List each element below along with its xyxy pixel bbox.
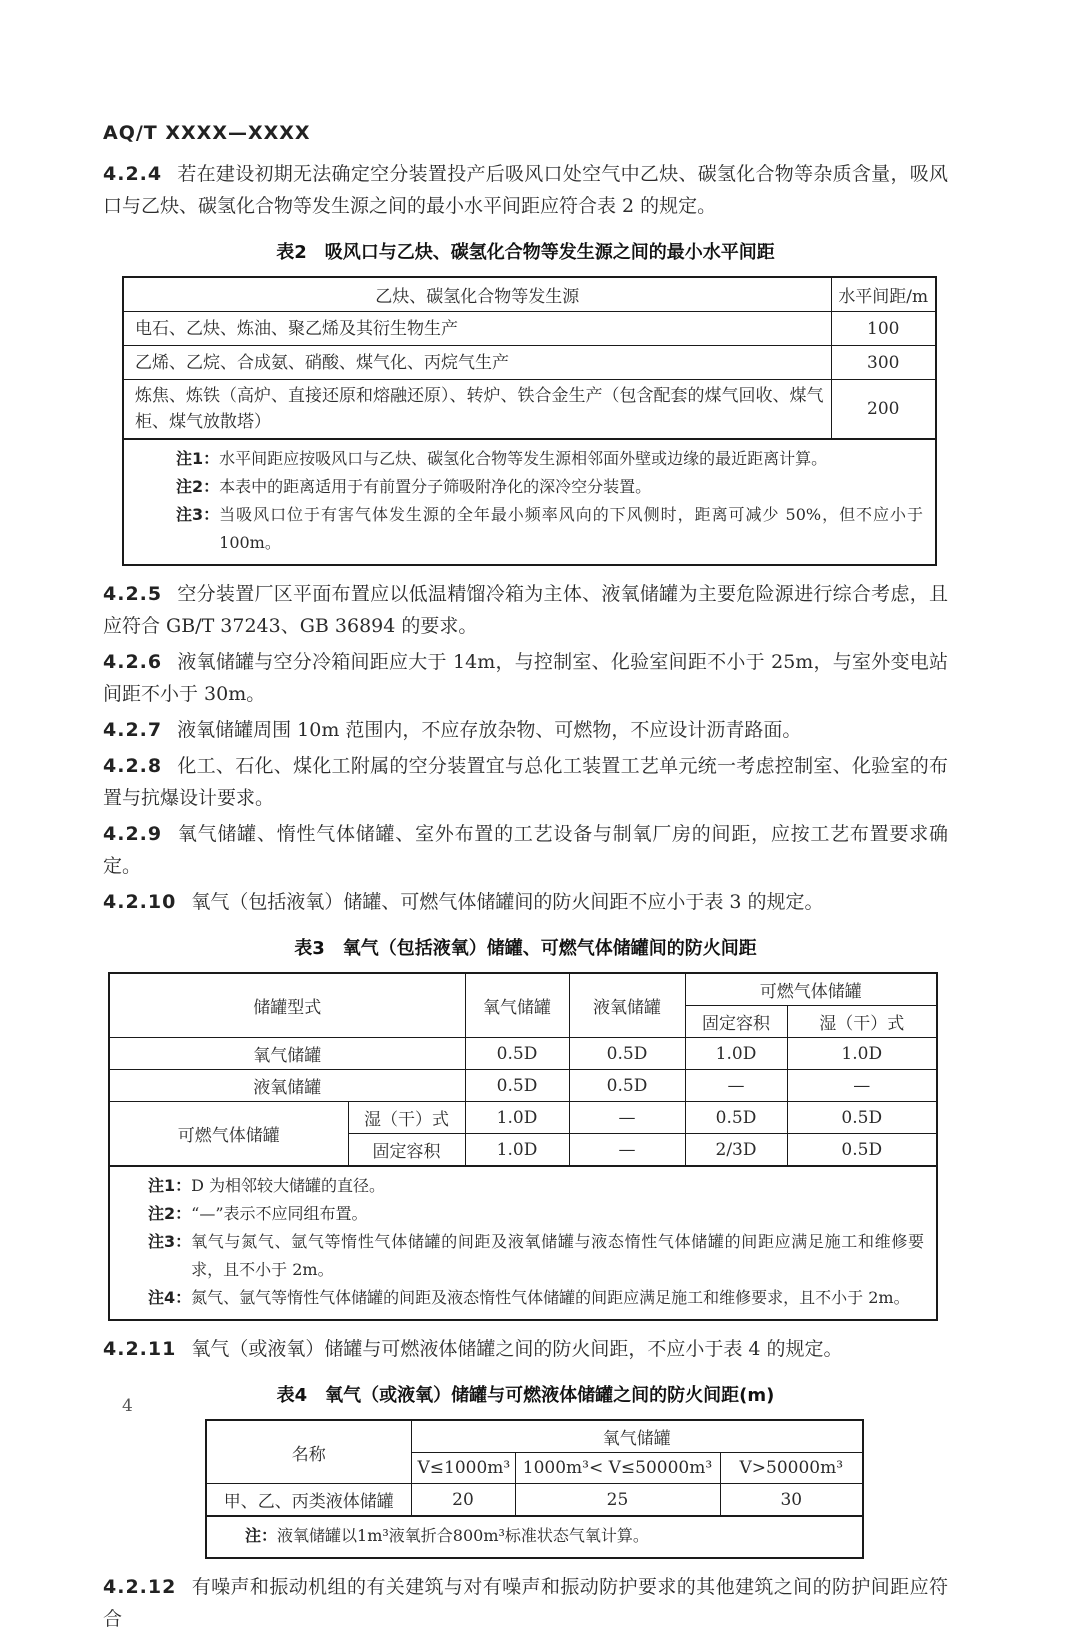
cell-value: — [569,1134,685,1167]
table4-header-name: 名称 [206,1420,411,1484]
note-label: 注2： [148,1204,192,1223]
table2-header-source: 乙炔、碳氢化合物等发生源 [123,277,831,312]
table-row [206,1484,863,1517]
table-note [122,1172,924,1200]
table3-header-tank-type: 储罐型式 [109,973,465,1038]
note-text: 氧气与氮气、氩气等惰性气体储罐的间距及液氧储罐与液态惰性气体储罐的间距应满足施工和维修要求，且不小于 2m。 [191,1232,924,1279]
cell-value: 25 [515,1484,720,1517]
clause-4-2-5 [103,578,948,642]
note-label: 注： [245,1526,278,1545]
table-note [122,1200,924,1228]
cell-value: 0.5D [569,1070,685,1102]
clause-text: 化工、石化、煤化工附属的空分装置宜与总化工装置工艺单元统一考虑控制室、化验室的布置与抗爆设计要求。 [103,755,948,809]
table-note [122,1228,924,1284]
cell-value: — [787,1070,937,1102]
clause-number: 4.2.6 [103,651,163,673]
cell-value: 30 [720,1484,863,1517]
document-code: AQ/T XXXX—XXXX [103,122,311,144]
clause-4-2-10 [103,886,948,918]
cell-value: 1.0D [465,1134,569,1167]
table2-notes-cell [123,439,936,565]
table4 [205,1419,864,1559]
clause-text: 氧气储罐、惰性气体储罐、室外布置的工艺设备与制氧厂房的间距，应按工艺布置要求确定。 [103,823,948,877]
table4-notes-row [206,1516,863,1558]
page-number: 4 [122,1396,133,1416]
cell-value: 0.5D [685,1102,787,1134]
note-text: 水平间距应按吸风口与乙炔、碳氢化合物等发生源相邻面外壁或边缘的最近距离计算。 [219,449,828,468]
table2 [122,276,937,566]
clause-number: 4.2.4 [103,163,163,185]
clause-text: 空分装置厂区平面布置应以低温精馏冷箱为主体、液氧储罐为主要危险源进行综合考虑，且应符合 GB/T 37243、GB 36894 的要求。 [103,583,948,637]
table3-header-combustible: 可燃气体储罐 [685,973,937,1006]
table4-notes-cell [206,1516,863,1558]
cell-row-label: 甲、乙、丙类液体储罐 [206,1484,411,1517]
table-row [123,312,936,346]
clause-number: 4.2.5 [103,583,163,605]
table3-header-liquid-oxygen: 液氧储罐 [569,973,685,1038]
clause-number: 4.2.10 [103,891,177,913]
table3-header-fixed-volume: 固定容积 [685,1006,787,1038]
table-note [136,473,923,501]
table-note [136,501,923,557]
cell-row-label: 液氧储罐 [109,1070,465,1102]
table3-header-oxygen: 氧气储罐 [465,973,569,1038]
cell-value: 0.5D [787,1134,937,1167]
table3-notes-cell [109,1166,937,1320]
cell-source: 电石、乙炔、炼油、聚乙烯及其衍生物生产 [123,312,831,346]
table2-notes-row [123,439,936,565]
clause-4-2-12 [103,1571,948,1635]
table-row [109,1038,937,1070]
note-label: 注1： [148,1176,192,1195]
clause-text: 氧气（包括液氧）储罐、可燃气体储罐间的防火间距不应小于表 3 的规定。 [191,891,824,913]
table4-title: 表4 氧气（或液氧）储罐与可燃液体储罐之间的防火间距(m) [276,1385,775,1406]
cell-row-label: 氧气储罐 [109,1038,465,1070]
note-text: 当吸风口位于有害气体发生源的全年最小频率风向的下风侧时，距离可减少 50%，但不应小于 100m。 [219,505,923,552]
note-text: 氮气、氩气等惰性气体储罐的间距及液态惰性气体储罐的间距应满足施工和维修要求，且不小于 2m。 [191,1288,910,1307]
table-row [109,1102,937,1134]
table3-notes-row [109,1166,937,1320]
note-text: 本表中的距离适用于有前置分子筛吸附净化的深冷空分装置。 [219,477,652,496]
table-row [109,1070,937,1102]
page-content [103,0,948,1635]
clause-number: 4.2.9 [103,823,163,845]
table-note [136,445,923,473]
clause-number: 4.2.7 [103,719,163,741]
table2-header-distance: 水平间距/m [831,277,936,312]
table-row [123,346,936,380]
cell-sub-label: 湿（干）式 [348,1102,465,1134]
note-text: “—”表示不应同组布置。 [191,1204,368,1223]
cell-sub-label: 固定容积 [348,1134,465,1167]
cell-value: 1.0D [685,1038,787,1070]
clause-4-2-11 [103,1333,948,1365]
clause-number: 4.2.12 [103,1576,177,1598]
cell-source: 炼焦、炼铁（高炉、直接还原和熔融还原）、转炉、铁合金生产（包含配套的煤气回收、煤气柜、煤气放散塔） [123,380,831,440]
cell-value: 0.5D [465,1070,569,1102]
note-text: D 为相邻较大储罐的直径。 [191,1176,386,1195]
cell-value: 2/3D [685,1134,787,1167]
cell-value: 0.5D [465,1038,569,1070]
cell-value: 0.5D [787,1102,937,1134]
cell-value: 20 [411,1484,515,1517]
table3-title: 表3 氧气（包括液氧）储罐、可燃气体储罐间的防火间距 [294,938,757,959]
clause-number: 4.2.11 [103,1338,177,1360]
clause-4-2-6 [103,646,948,710]
clause-text: 有噪声和振动机组的有关建筑与对有噪声和振动防护要求的其他建筑之间的防护间距应符合 [103,1576,948,1630]
table3-header-wet-dry: 湿（干）式 [787,1006,937,1038]
table4-header-row-1 [206,1420,863,1453]
cell-value: 1.0D [465,1102,569,1134]
clause-4-2-9 [103,818,948,882]
clause-4-2-4 [103,158,948,222]
clause-4-2-8 [103,750,948,814]
clause-4-2-7 [103,714,948,746]
cell-value: — [685,1070,787,1102]
clause-text: 液氧储罐周围 10m 范围内，不应存放杂物、可燃物，不应设计沥青路面。 [177,719,802,741]
table4-header-v1: V≤1000m³ [411,1453,515,1484]
table3-header-row-1 [109,973,937,1006]
table4-header-oxygen-tank: 氧气储罐 [411,1420,863,1453]
note-label: 注2： [176,477,220,496]
cell-value: 0.5D [569,1038,685,1070]
table4-header-v3: V>50000m³ [720,1453,863,1484]
clause-text: 氧气（或液氧）储罐与可燃液体储罐之间的防火间距，不应小于表 4 的规定。 [191,1338,843,1360]
cell-value: — [569,1102,685,1134]
clause-number: 4.2.8 [103,755,163,777]
table-note [122,1284,924,1312]
cell-row-label: 可燃气体储罐 [109,1102,348,1167]
table2-title: 表2 吸风口与乙炔、碳氢化合物等发生源之间的最小水平间距 [276,242,775,263]
note-label: 注3： [176,505,220,524]
cell-source: 乙烯、乙烷、合成氨、硝酸、煤气化、丙烷气生产 [123,346,831,380]
cell-distance: 200 [831,380,936,440]
table-row [123,380,936,440]
cell-distance: 300 [831,346,936,380]
note-label: 注1： [176,449,220,468]
note-text: 液氧储罐以1m³液氧折合800m³标准状态气氧计算。 [277,1526,649,1545]
cell-value: 1.0D [787,1038,937,1070]
cell-distance: 100 [831,312,936,346]
table4-header-v2: 1000m³< V≤50000m³ [515,1453,720,1484]
table2-header-row [123,277,936,312]
note-label: 注3： [148,1232,192,1251]
clause-text: 若在建设初期无法确定空分装置投产后吸风口处空气中乙炔、碳氢化合物等杂质含量，吸风口与乙炔、碳氢化合物等发生源之间的最小水平间距应符合表 2 的规定。 [103,163,948,217]
table3 [108,972,938,1321]
table-note [219,1522,850,1550]
clause-text: 液氧储罐与空分冷箱间距应大于 14m，与控制室、化验室间距不小于 25m，与室外变电站间距不小于 30m。 [103,651,948,705]
note-label: 注4： [148,1288,192,1307]
